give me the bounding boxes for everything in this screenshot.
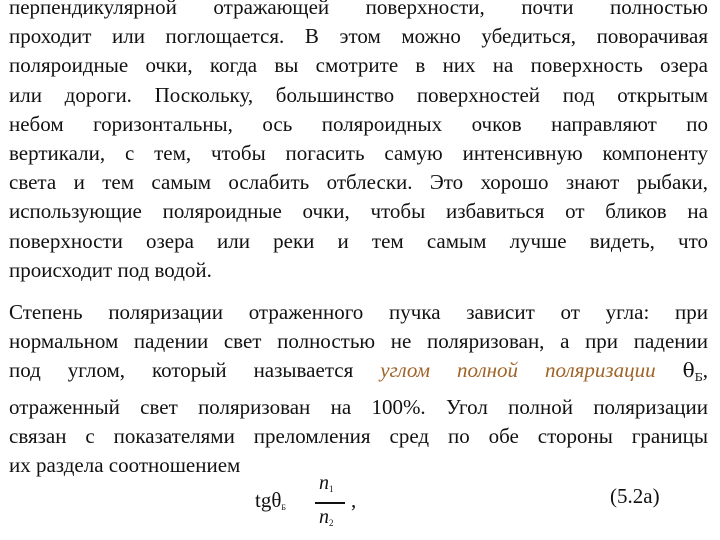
paragraph-polaroid-glasses bbox=[9, 0, 708, 285]
text-line: происходит под водой. bbox=[9, 257, 212, 282]
text-line: или дороги. Поскольку, большинство поверхностей под открытым bbox=[9, 82, 708, 107]
text-fragment: , bbox=[702, 358, 709, 383]
numerator-symbol: n bbox=[319, 472, 329, 494]
brewster-angle-symbol bbox=[682, 358, 703, 385]
equation-number: (5.2а) bbox=[610, 484, 660, 508]
brewster-formula bbox=[255, 470, 435, 538]
text-line: использующие поляроидные очки, чтобы избавиться от бликов на bbox=[9, 199, 708, 224]
highlighted-term: углом полной поляризации bbox=[380, 358, 656, 383]
formula-tangent: tgθ bbox=[255, 488, 282, 512]
text-line: вертикали, с тем, чтобы погасить самую интенсивную компоненту bbox=[9, 141, 708, 166]
text-line-with-term bbox=[9, 356, 708, 392]
text-line: поверхности озера или реки и тем самым лучше видеть, что bbox=[9, 228, 708, 253]
text-line: небом горизонтальны, ось поляроидных очков направляют по bbox=[9, 111, 708, 136]
text-line: отраженный свет поляризован на 100%. Угол полной поляризации bbox=[9, 394, 708, 419]
numerator-subscript: 1 bbox=[329, 484, 334, 494]
text-fragment: под углом, который называется bbox=[9, 358, 381, 383]
formula-comma: , bbox=[351, 488, 357, 512]
text-line: света и тем самым ослабить отблески. Это хорошо знают рыбаки, bbox=[9, 170, 708, 195]
theta-symbol: θ bbox=[682, 358, 695, 383]
paragraph-polarization-degree bbox=[9, 298, 708, 480]
formula-lhs-subscript: Б bbox=[281, 503, 286, 512]
text-line: перпендикулярной отражающей поверхности, почти полностью bbox=[9, 0, 708, 19]
denominator-subscript: 2 bbox=[329, 518, 334, 528]
text-line: нормальном падении свет полностью не поляризован, а при падении bbox=[9, 329, 708, 354]
denominator-symbol: n bbox=[319, 506, 329, 528]
formula-numerator bbox=[319, 472, 334, 495]
text-line: их раздела соотношением bbox=[9, 453, 241, 478]
fraction-bar bbox=[315, 502, 345, 504]
text-line: поляроидные очки, когда вы смотрите в них на поверхность озера bbox=[9, 53, 708, 78]
text-line: Степень поляризации отраженного пучка зависит от угла: при bbox=[9, 300, 708, 324]
formula-lhs bbox=[255, 488, 286, 513]
text-line: проходит или поглощается. В этом можно убедиться, поворачивая bbox=[9, 24, 708, 49]
theta-subscript: Б bbox=[694, 371, 703, 385]
formula-denominator bbox=[319, 506, 334, 529]
text-line: связан с показателями преломления сред по обе стороны границы bbox=[9, 423, 708, 448]
